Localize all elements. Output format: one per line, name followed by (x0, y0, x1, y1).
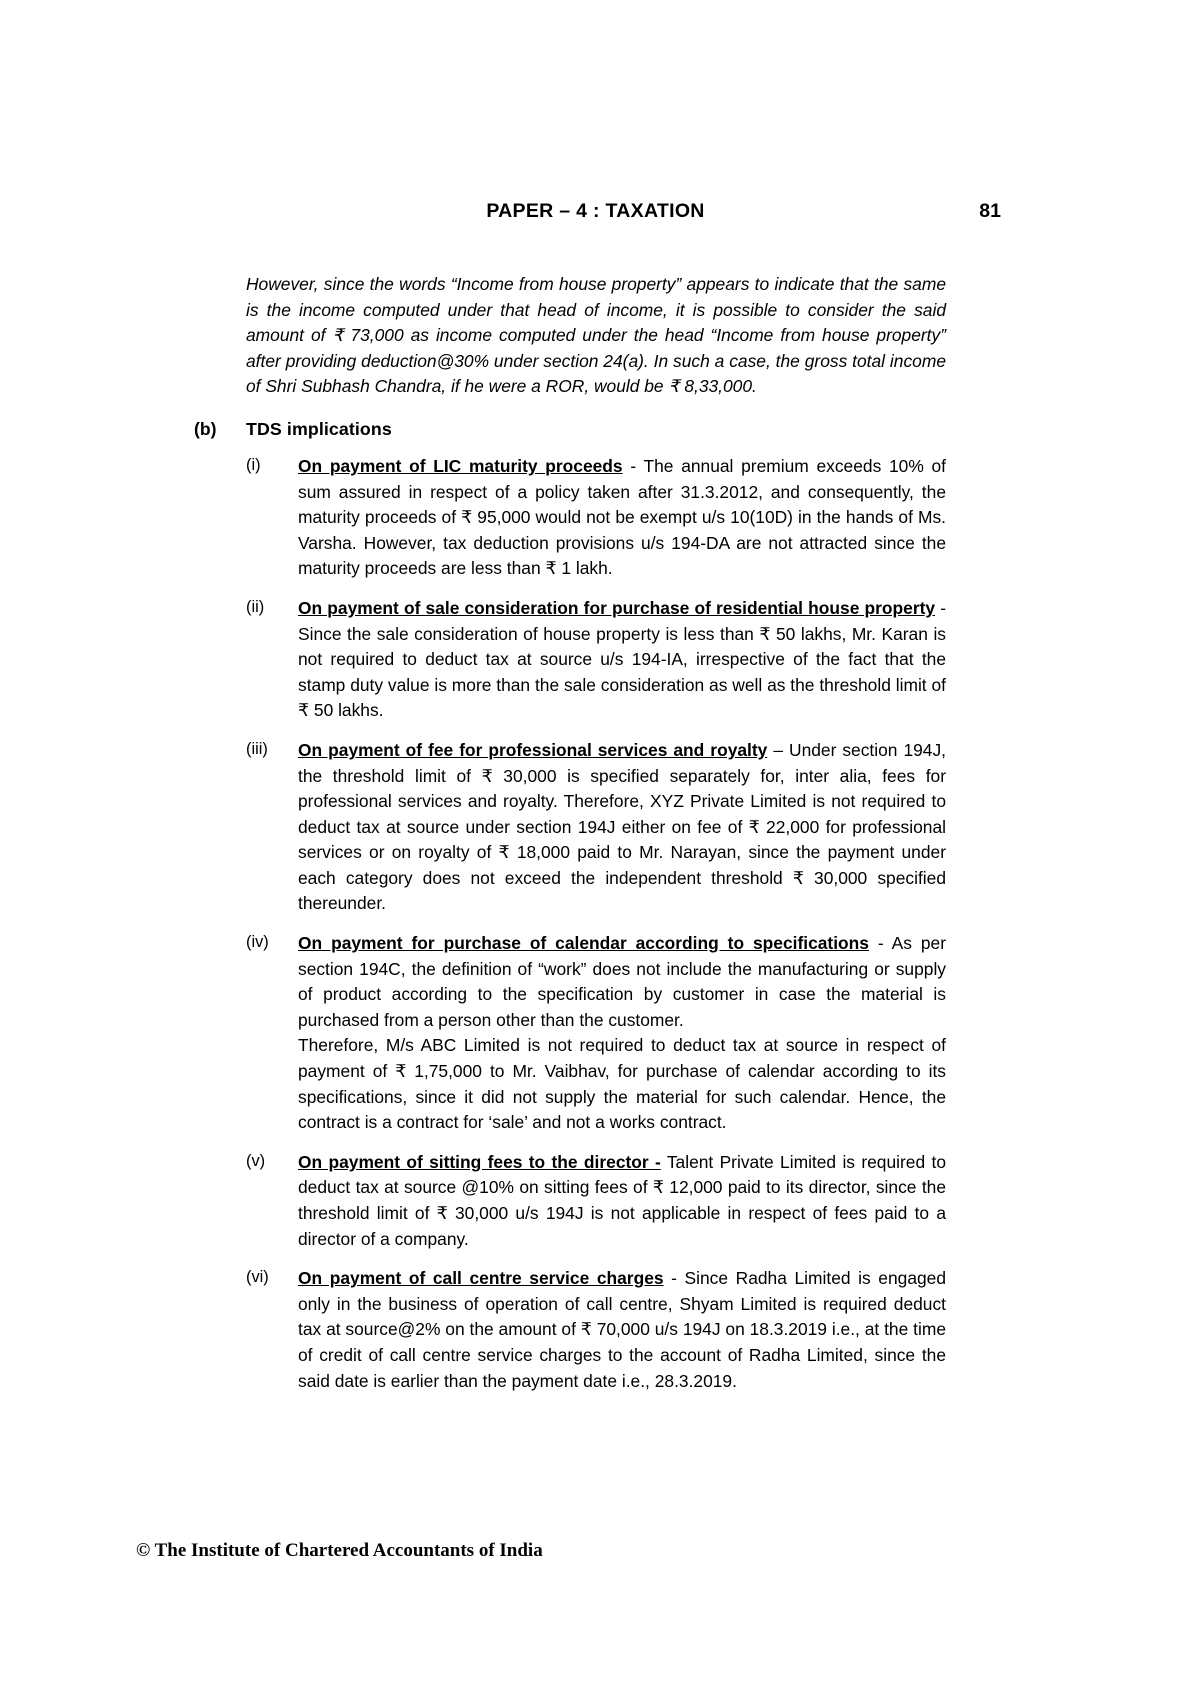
item-text: Talent Private Limited is required to deduct tax at source @10% on sitting fees of ₹ 12,000 paid to its director, since the threshold limit of ₹ 30,000 u/s 194J is not applicable in respect of fees paid to a director of a company. (298, 1151, 946, 1249)
page-number: 81 (979, 200, 1001, 222)
intro-paragraph: However, since the words “Income from house property” appears to indicate that the same is the income computed under that head of income, it is possible to consider the said amount of ₹ 73,000 as income computed under the head “Income from house property” after providing deduction@30% under section 24(a). In such a case, the gross total income of Shri Subhash Chandra, if he were a ROR, would be ₹ 8,33,000. (246, 274, 946, 397)
item-lead: On payment of sitting fees to the director - (298, 1151, 661, 1172)
section-marker: (b) (194, 418, 217, 439)
list-item (246, 738, 946, 917)
item-marker: (ii) (246, 597, 265, 616)
list-item (246, 1266, 946, 1394)
item-body (298, 1150, 946, 1252)
item-lead: On payment of call centre service charges (298, 1268, 664, 1289)
item-body (298, 454, 946, 582)
item-text: - As per section 194C, the definition of “work” does not include the manufacturing or supply of product according to the specification by customer in case the material is purchased from a person other than the customer. (298, 933, 946, 1030)
item-lead: On payment of sale consideration for purchase of residential house property (298, 597, 936, 618)
list-item (246, 1150, 946, 1252)
page-content (194, 272, 947, 1408)
item-lead: On payment of fee for professional services and royalty (298, 739, 768, 760)
item-body (298, 738, 946, 917)
page-title: PAPER – 4 : TAXATION (486, 200, 705, 222)
page-header (0, 200, 1191, 226)
item-text: - The annual premium exceeds 10% of sum assured in respect of a policy taken after 31.3.2012, and consequently, the maturity proceeds of ₹ 95,000 would not be exempt u/s 10(10D) in the hands of Ms. Varsha. However, tax deduction provisions u/s 194-DA are not attracted since the maturity proceeds are less than ₹ 1 lakh. (298, 455, 947, 579)
item-body-second: Therefore, M/s ABC Limited is not required to deduct tax at source in respect of payment of ₹ 1,75,000 to Mr. Vaibhav, for purchase of calendar according to its specifications, since it did not supply the material for such calendar. Hence, the contract is a contract for ‘sale’ and not a works contract. (298, 1035, 946, 1133)
list-item (246, 596, 946, 724)
item-body (298, 596, 946, 724)
item-text: - Since Radha Limited is engaged only in the business of operation of call centre, Shyam Limited is required deduct tax at source@2% on the amount of ₹ 70,000 u/s 194J on 18.3.2019 i.e., at the time of credit of call centre service charges to the account of Radha Limited, since the said date is earlier than the payment date i.e., 28.3.2019. (298, 1268, 947, 1391)
item-marker: (v) (246, 1151, 266, 1170)
list-item (246, 931, 946, 1136)
section-heading: TDS implications (246, 418, 392, 439)
item-marker: (i) (246, 455, 261, 474)
section-b (194, 419, 946, 440)
item-marker: (iv) (246, 933, 269, 952)
item-lead: On payment for purchase of calendar according to specifications (298, 933, 869, 954)
list-item (246, 454, 946, 582)
item-marker: (iii) (246, 739, 268, 758)
item-body (298, 1266, 946, 1394)
page-footer: © The Institute of Chartered Accountants of India (136, 1540, 543, 1561)
item-text: – Under section 194J, the threshold limit of ₹ 30,000 is specified separately for, inter alia, fees for professional services and royalty. Therefore, XYZ Private Limited is not required to deduct tax at source under section 194J either on fee of ₹ 22,000 for professional services or on royalty of ₹ 18,000 paid to Mr. Narayan, since the payment under each category does not exceed the independent threshold ₹ 30,000 specified thereunder. (298, 739, 947, 914)
item-lead: On payment of LIC maturity proceeds (298, 455, 623, 476)
item-body (298, 931, 946, 1033)
item-marker: (vi) (246, 1268, 269, 1287)
item-text: - Since the sale consideration of house property is less than ₹ 50 lakhs, Mr. Karan is not required to deduct tax at source u/s 194-IA, irrespective of the fact that the stamp duty value is more than the sale consideration as well as the threshold limit of ₹ 50 lakhs. (298, 597, 946, 721)
